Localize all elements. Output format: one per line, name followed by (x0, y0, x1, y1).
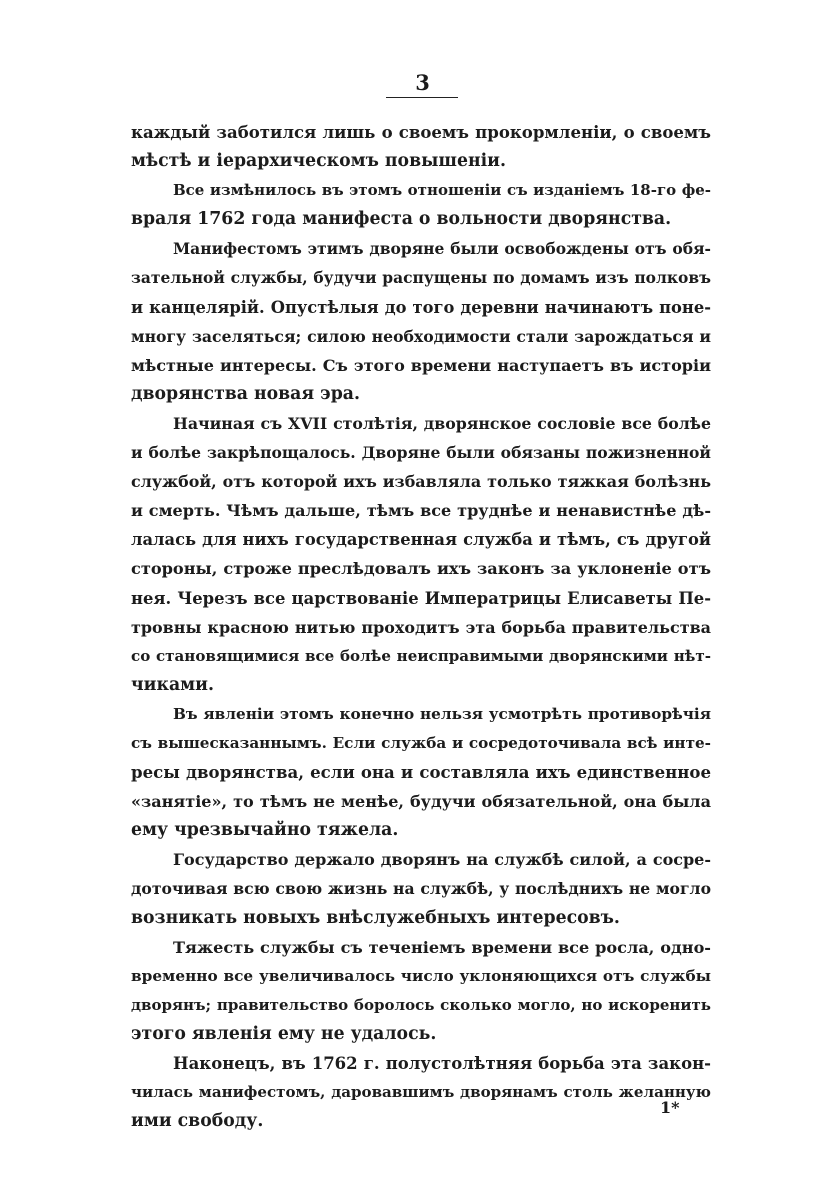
signature-mark: 1* (660, 1098, 680, 1117)
text-line: Наконецъ, въ 1762 г. полустолѣтняя борьба эта закон- (173, 1053, 711, 1073)
text-line: ресы дворянства, если она и составляла ихъ единственное (131, 762, 711, 783)
text-line: чиками. (131, 674, 214, 695)
text-line: враля 1762 года манифеста о вольности дворянства. (131, 209, 672, 230)
text-line: и канцелярiй. Опустѣлыя до того деревни начинаютъ поне- (131, 297, 711, 317)
text-line: съ вышесказаннымъ. Если служба и сосредоточивала всѣ инте- (131, 733, 711, 752)
text-line: доточивая всю свою жизнь на службѣ, у послѣднихъ не могло (131, 879, 711, 899)
text-line: мѣстные интересы. Съ этого времени наступаетъ въ исторiи (131, 355, 711, 375)
text-line: зательной службы, будучи распущены по домамъ изъ полковъ (131, 268, 711, 288)
text-line: «занятiе», то тѣмъ не менѣе, будучи обязательной, она была (131, 792, 711, 812)
text-line: Все измѣнилось въ этомъ отношенiи съ изданiемъ 18-го фе- (173, 181, 711, 200)
text-line: лалась для нихъ государственная служба и тѣмъ, съ другой (131, 530, 711, 550)
text-line: ими свободу. (131, 1111, 264, 1132)
text-line: Государство держало дворянъ на службѣ силой, а сосре- (173, 850, 711, 870)
text-line: каждый заботился лишь о своемъ прокормленiи, о своемъ (131, 122, 711, 142)
text-line: этого явленiя ему не удалось. (131, 1023, 437, 1044)
text-line: дворянъ; правительство боролось сколько могло, но искоренить (131, 995, 711, 1014)
header-rule (386, 97, 458, 98)
text-line: службой, отъ которой ихъ избавляла только тяжкая болѣзнь (131, 472, 711, 492)
text-line: Въ явленiи этомъ конечно нельзя усмотрѣть противорѣчiя (173, 704, 711, 723)
text-line: многу заселяться; силою необходимости стали зарождаться и (131, 326, 711, 346)
text-line: со становящимися все болѣе неисправимыми дворянскими нѣт- (131, 646, 711, 665)
body-text (131, 118, 711, 1136)
text-line: Манифестомъ этимъ дворяне были освобождены отъ обя- (173, 239, 711, 259)
text-line: Начиная съ XVII столѣтiя, дворянское сословiе все болѣе (173, 413, 711, 433)
text-line: и болѣе закрѣпощалось. Дворяне были обязаны пожизненной (131, 443, 711, 463)
page-number: 3 (415, 70, 431, 95)
text-line: дворянства новая эра. (131, 383, 360, 404)
text-line: ему чрезвычайно тяжела. (131, 820, 399, 841)
text-line: мѣстѣ и iерархическомъ повышенiи. (131, 151, 507, 172)
text-line: чилась манифестомъ, даровавшимъ дворянамъ столь желанную (131, 1083, 711, 1102)
text-line: стороны, строже преслѣдовалъ ихъ законъ за уклоненiе отъ (131, 559, 711, 579)
text-line: возникать новыхъ внѣслужебныхъ интересовъ. (131, 907, 620, 928)
text-line: нея. Черезъ все царствованiе Императрицы Елисаветы Пе- (131, 588, 711, 608)
text-line: временно все увеличивалось число уклоняющихся отъ службы (131, 966, 711, 985)
text-line: Тяжесть службы съ теченiемъ времени все росла, одно- (173, 937, 711, 957)
text-line: и смерть. Чѣмъ дальше, тѣмъ все труднѣе и ненавистнѣе дѣ- (131, 501, 711, 521)
text-line: тровны красною нитью проходитъ эта борьба правительства (131, 617, 711, 637)
